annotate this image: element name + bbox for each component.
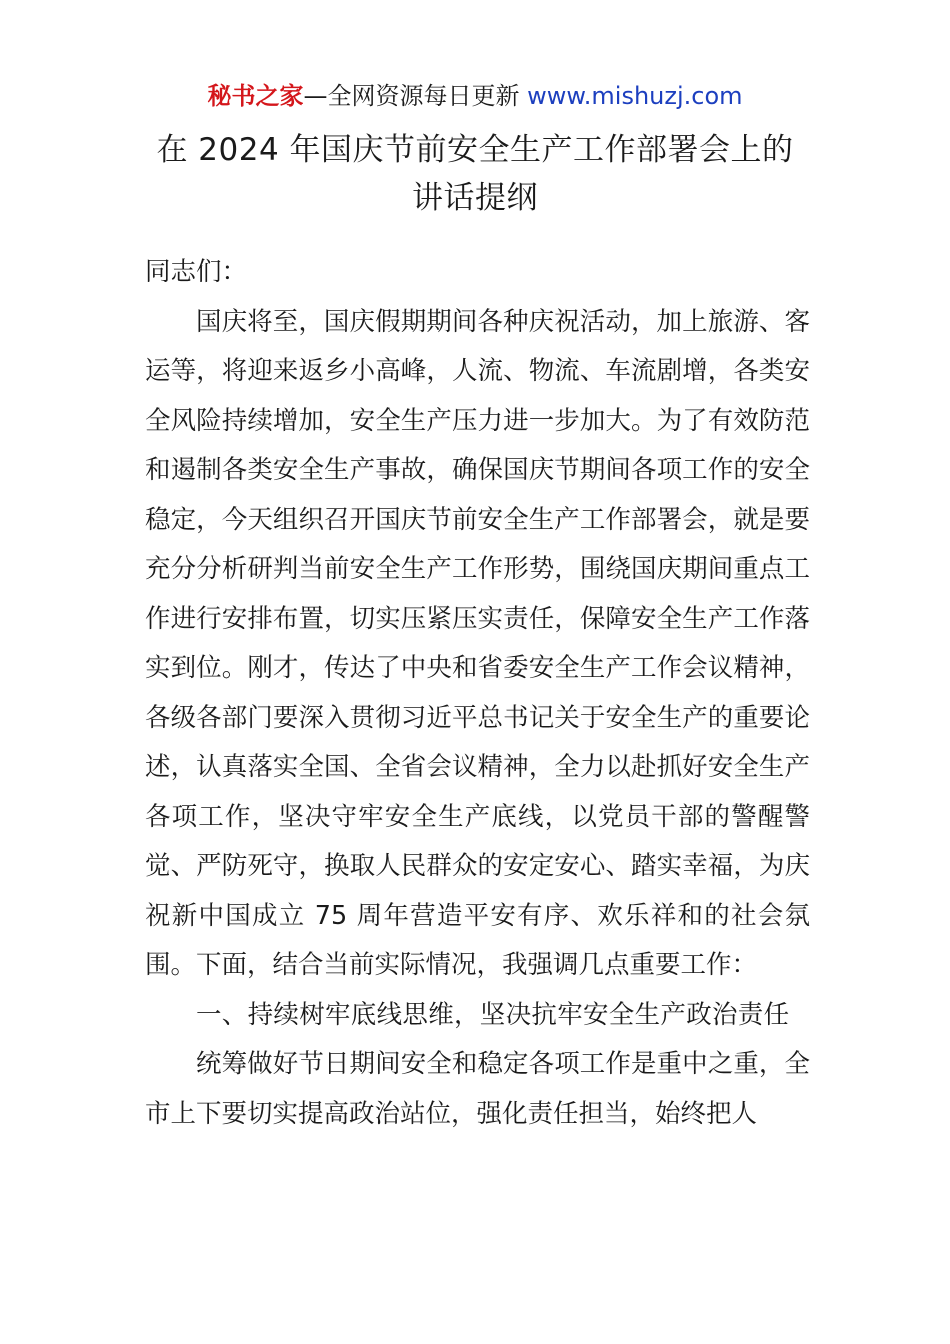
title-line-2: 讲话提纲 xyxy=(412,180,538,216)
header-slogan: —全网资源每日更新 xyxy=(303,82,528,110)
title-line-1: 在 2024 年国庆节前安全生产工作部署会上的 xyxy=(156,132,794,168)
body-paragraph: 统筹做好节日期间安全和稳定各项工作是重中之重，全市上下要切实提高政治站位，强化责任担当，始终把人 xyxy=(145,1049,810,1129)
body-paragraph: 国庆将至，国庆假期期间各种庆祝活动，加上旅游、客运等，将迎来返乡小高峰，人流、物流、车流剧增，各类安全风险持续增加，安全生产压力进一步加大。为了有效防范和遏制各类安全生产事故，确保国庆节期间各项工作的安全稳定，今天组织召开国庆节前安全生产工作部署会，就是要充分分析研判当前安全生产工作形势，围绕国庆期间重点工作进行安排布置，切实压紧压实责任，保障安全生产工作落实到位。刚才，传达了中央和省委安全生产工作会议精神，各级各部门要深入贯彻习近平总书记关于安全生产的重要论述，认真落实全国、全省会议精神，全力以赴抓好安全生产各项工作，坚决守牢安全生产底线，以党员干部的警醒警觉、严防死守，换取人民群众的安定安心、踏实幸福，为庆祝新中国成立 75 周年营造平安有序、欢乐祥和的社会氛围。下面，结合当前实际情况，我强调几点重要工作： xyxy=(145,306,810,980)
site-url-link[interactable]: www.mishuzj.com xyxy=(527,82,743,110)
brand-name: 秘书之家 xyxy=(207,82,304,110)
site-header-banner xyxy=(0,80,950,112)
section-heading: 一、持续树牢底线思维，坚决抗牢安全生产政治责任 xyxy=(196,999,790,1030)
salutation: 同志们： xyxy=(145,257,248,287)
document-body xyxy=(145,248,810,1139)
document-title xyxy=(120,126,830,222)
